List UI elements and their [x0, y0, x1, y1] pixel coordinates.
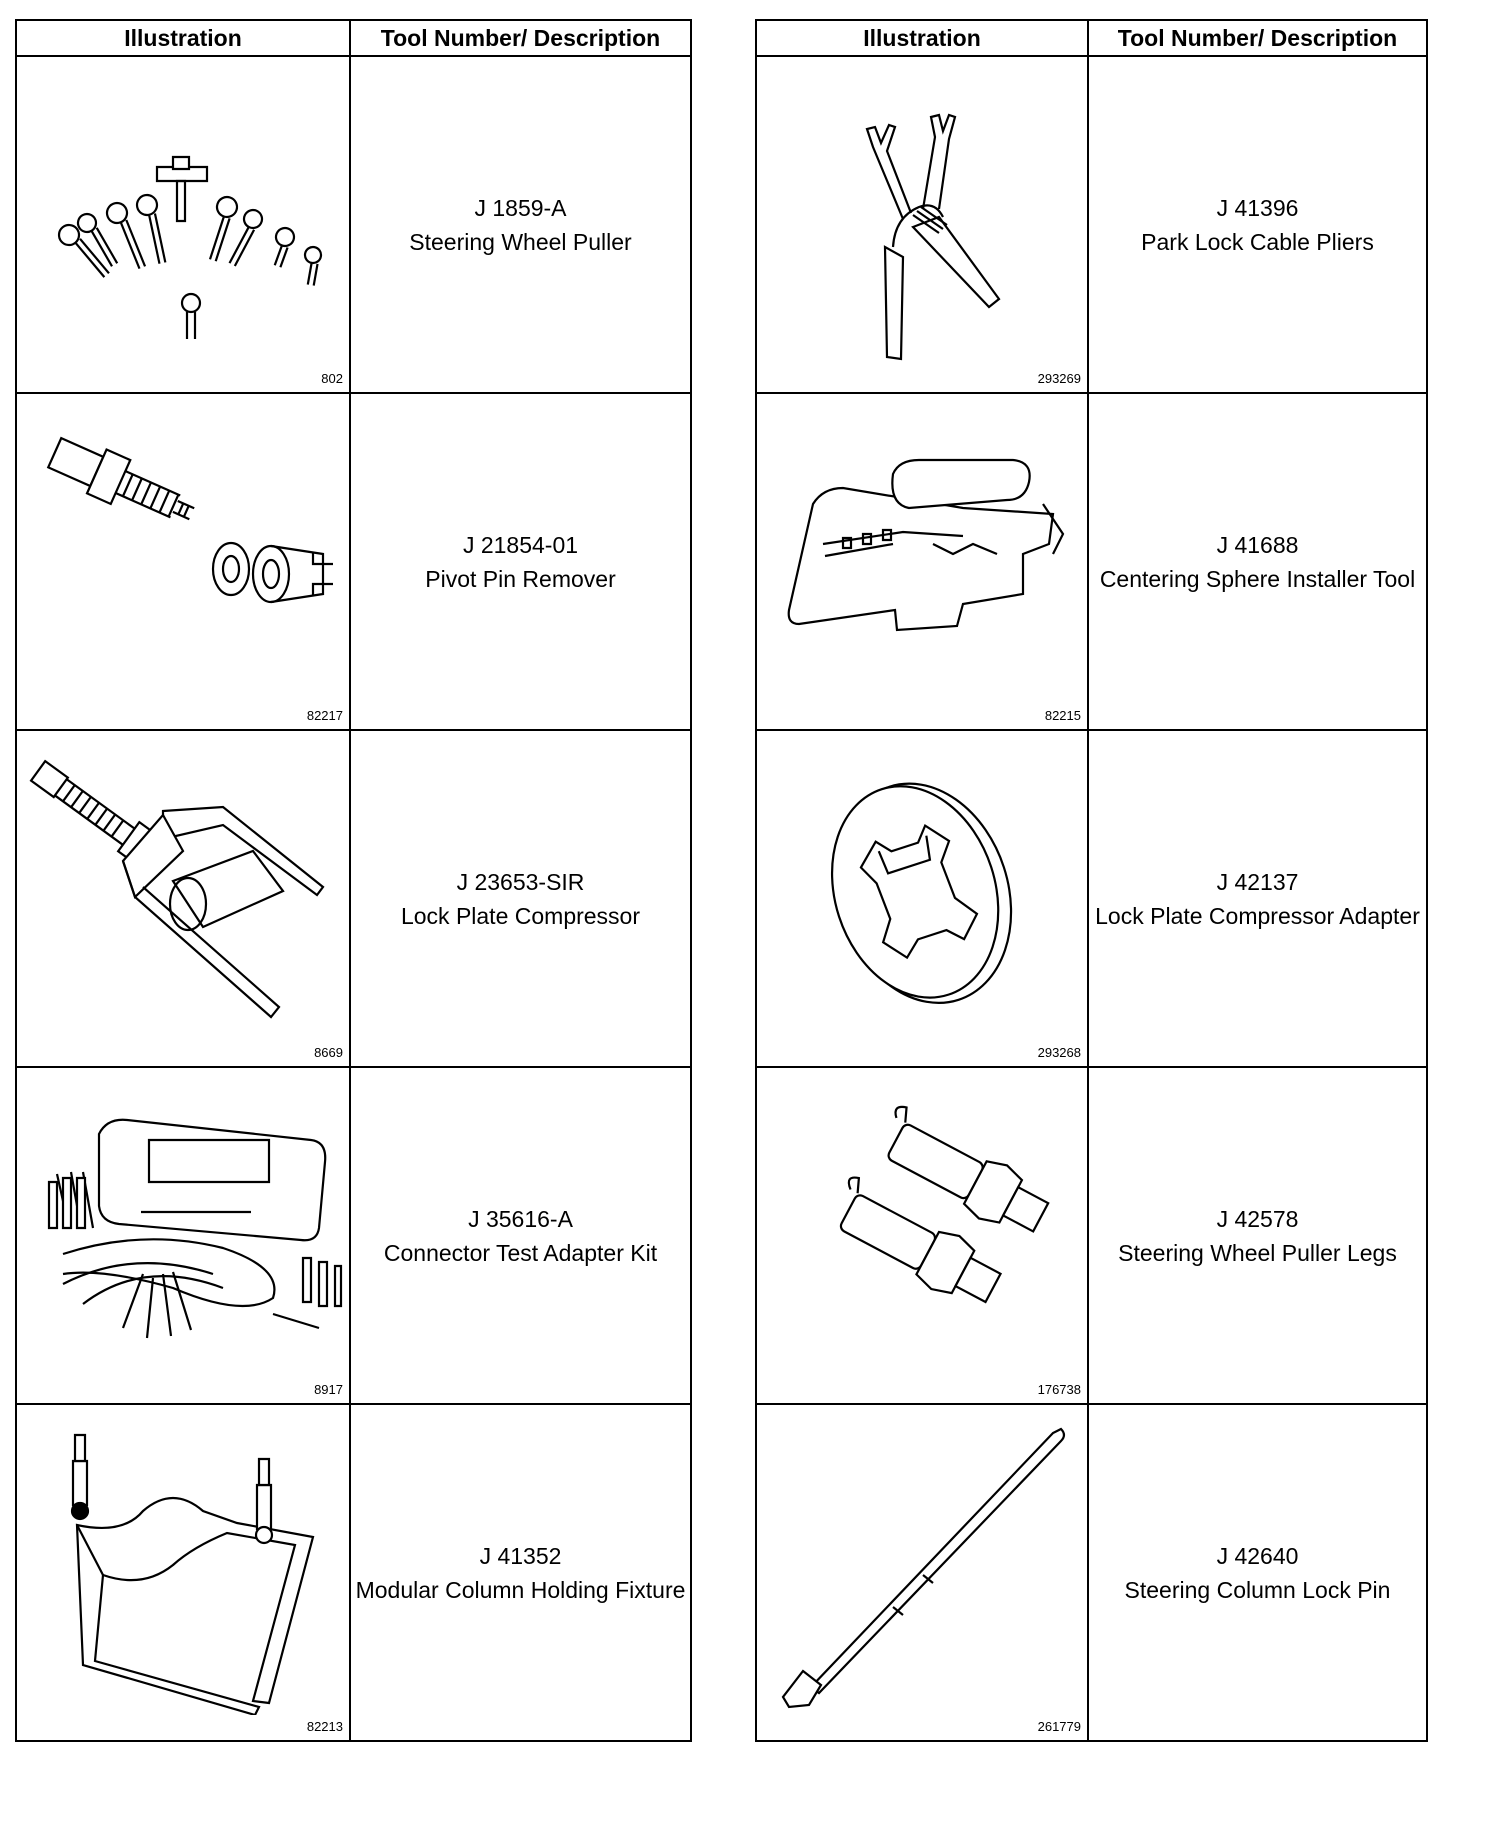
tool-description: Lock Plate Compressor	[400, 902, 641, 929]
description-cell	[350, 56, 691, 393]
description-cell	[350, 730, 691, 1067]
figure-number: 293268	[1037, 1045, 1081, 1060]
table-row	[16, 730, 691, 1067]
table-row	[756, 393, 1427, 730]
illustration-cell	[16, 1404, 350, 1741]
tool-description: Steering Wheel Puller	[409, 228, 632, 255]
illustration-cell	[756, 393, 1088, 730]
steering-column-lock-pin-illustration	[763, 1415, 1083, 1715]
tool-number: J 21854-01	[462, 531, 579, 558]
park-lock-cable-pliers-illustration	[763, 67, 1083, 367]
tool-number: J 35616-A	[468, 1205, 573, 1232]
description-cell	[1088, 56, 1427, 393]
tool-number: J 23653-SIR	[456, 868, 585, 895]
tool-description: Centering Sphere Installer Tool	[1099, 565, 1416, 592]
tool-description: Steering Column Lock Pin	[1124, 1576, 1391, 1603]
table-row	[756, 1404, 1427, 1741]
tool-number: J 41352	[479, 1542, 562, 1569]
figure-number: 293269	[1037, 371, 1081, 386]
description-cell	[350, 1067, 691, 1404]
description-cell	[1088, 1404, 1427, 1741]
figure-number: 82215	[1044, 708, 1081, 723]
figure-number: 82213	[306, 1719, 343, 1734]
table-row	[16, 56, 691, 393]
tool-description: Modular Column Holding Fixture	[355, 1576, 686, 1603]
table-row	[16, 393, 691, 730]
figure-number: 82217	[306, 708, 343, 723]
tool-number: J 42640	[1216, 1542, 1299, 1569]
illustration-cell	[756, 730, 1088, 1067]
tool-table-right	[755, 19, 1428, 1742]
lock-plate-compressor-adapter-illustration	[763, 741, 1083, 1041]
figure-number: 176738	[1037, 1382, 1081, 1397]
figure-number: 8917	[314, 1382, 343, 1397]
illustration-cell	[756, 1067, 1088, 1404]
table-header-row	[16, 20, 691, 56]
illustration-header: Illustration	[756, 20, 1088, 56]
tool-table-left	[15, 19, 692, 1742]
illustration-cell	[756, 1404, 1088, 1741]
tool-description: Lock Plate Compressor Adapter	[1095, 902, 1420, 929]
tool-number: J 41688	[1216, 531, 1299, 558]
steering-wheel-puller-illustration	[23, 67, 343, 367]
steering-wheel-puller-legs-illustration	[763, 1078, 1083, 1378]
figure-number: 261779	[1037, 1719, 1081, 1734]
tool-description: Pivot Pin Remover	[425, 565, 616, 592]
table-row	[756, 1067, 1427, 1404]
table-row	[756, 56, 1427, 393]
illustration-cell	[16, 393, 350, 730]
illustration-header: Illustration	[16, 20, 350, 56]
tool-number: J 42137	[1216, 868, 1299, 895]
table-row	[16, 1067, 691, 1404]
lock-plate-compressor-illustration	[23, 741, 343, 1041]
description-cell	[350, 1404, 691, 1741]
description-header: Tool Number/ Description	[1088, 20, 1427, 56]
modular-column-holding-fixture-illustration	[23, 1415, 343, 1715]
tool-description: Steering Wheel Puller Legs	[1118, 1239, 1397, 1266]
illustration-cell	[16, 56, 350, 393]
description-cell	[350, 393, 691, 730]
table-row	[756, 730, 1427, 1067]
pivot-pin-remover-illustration	[23, 404, 343, 704]
description-header: Tool Number/ Description	[350, 20, 691, 56]
tool-description: Connector Test Adapter Kit	[383, 1239, 658, 1266]
connector-test-adapter-kit-illustration	[23, 1078, 343, 1378]
figure-number: 802	[321, 371, 343, 386]
figure-number: 8669	[314, 1045, 343, 1060]
tool-number: J 42578	[1216, 1205, 1299, 1232]
description-cell	[1088, 730, 1427, 1067]
centering-sphere-installer-tool-illustration	[763, 404, 1083, 704]
illustration-cell	[756, 56, 1088, 393]
illustration-cell	[16, 1067, 350, 1404]
description-cell	[1088, 393, 1427, 730]
description-cell	[1088, 1067, 1427, 1404]
table-header-row	[756, 20, 1427, 56]
tool-description: Park Lock Cable Pliers	[1141, 228, 1374, 255]
tool-number: J 41396	[1216, 194, 1299, 221]
illustration-cell	[16, 730, 350, 1067]
table-row	[16, 1404, 691, 1741]
tool-number: J 1859-A	[474, 194, 567, 221]
